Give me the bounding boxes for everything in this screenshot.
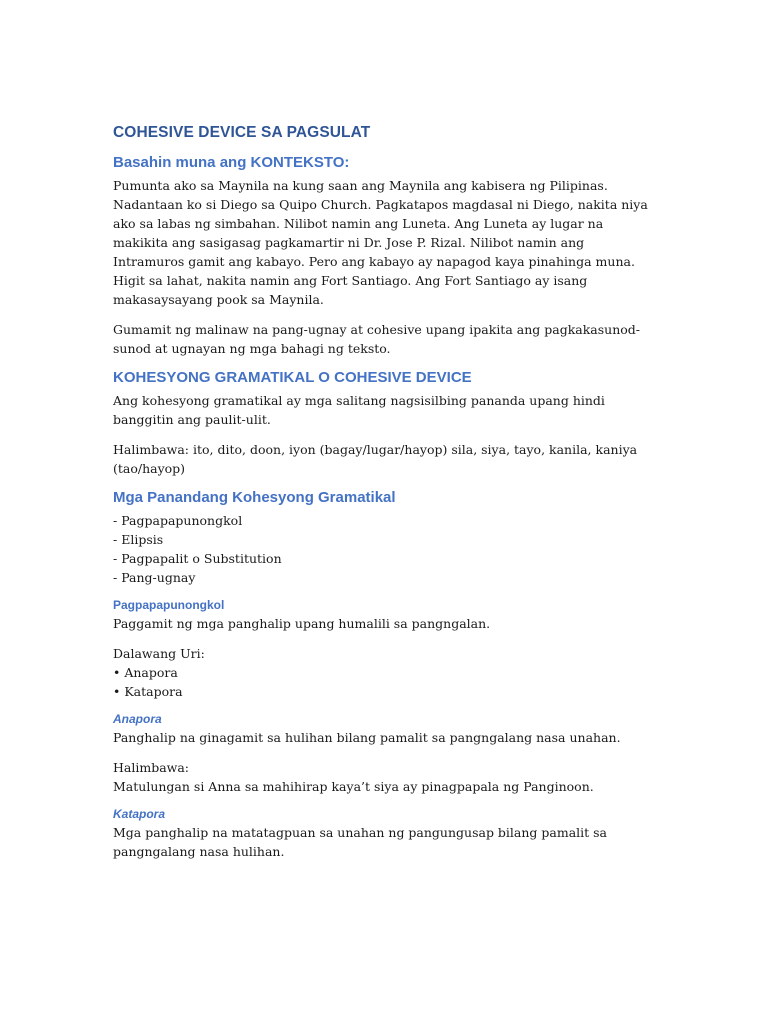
example-sentence: Matulungan si Anna sa mahihirap kaya’t siya ay pinagpapala ng Panginoon. <box>113 779 594 794</box>
katapora-definition: Mga panghalip na matatagpuan sa unahan ng pangungusap bilang pamalit sa pangngalang nasa hulihan. <box>113 825 608 859</box>
document-title: COHESIVE DEVICE SA PAGSULAT <box>113 124 371 141</box>
instruction-paragraph: Gumamit ng malinaw na pang-ugnay at cohesive upang ipakita ang pagkakasunod-sunod at ugnayan ng mga bahagi ng teksto. <box>113 322 641 356</box>
pananda-list <box>113 511 653 587</box>
anapora-definition: Panghalip na ginagamit sa hulihan bilang pamalit sa pangngalang nasa unahan. <box>113 730 621 745</box>
definition-paragraph: Ang kohesyong gramatikal ay mga salitang nagsisilbing pananda upang hindi banggitin ang paulit-ulit. <box>113 393 605 427</box>
context-paragraph: Pumunta ako sa Maynila na kung saan ang Maynila ang kabisera ng Pilipinas. Nadantaan ko si Diego sa Quipo Church. Pagkatapos magdasal ni Diego, nakita niya ako sa labas ng simbahan. Nilibot namin ang Luneta. Ang Luneta ay lugar na makikita ang sasigasag pagkamartir ni Dr. Jose P. Rizal. Nilibot namin ang Intramuros gamit ang kabayo. Pero ang kabayo ay napagod kaya pinahinga muna. Higit sa lahat, nakita namin ang Fort Santiago. Ang Fort Santiago ay isang makasaysayang pook sa Maynila. <box>113 178 648 307</box>
list-item: - Pagpapapunongkol <box>113 513 243 528</box>
list-item: - Pagpapalit o Substitution <box>113 551 282 566</box>
document-body <box>113 124 653 872</box>
section-heading-pananda: Mga Panandang Kohesyong Gramatikal <box>113 489 396 506</box>
section-heading-katapora: Katapora <box>113 807 166 821</box>
example-label: Halimbawa: <box>113 760 190 775</box>
section-heading-anapora: Anapora <box>113 712 162 726</box>
anapora-example <box>113 758 653 796</box>
list-item: - Pang-ugnay <box>113 570 196 585</box>
section-heading-pagpapapunongkol: Pagpapapunongkol <box>113 598 225 612</box>
list-item: • Katapora <box>113 684 183 699</box>
types-list <box>113 644 653 701</box>
list-item: • Anapora <box>113 665 178 680</box>
section-heading-konteksto: Basahin muna ang KONTEKSTO: <box>113 154 350 171</box>
types-label: Dalawang Uri: <box>113 646 205 661</box>
examples-paragraph: Halimbawa: ito, dito, doon, iyon (bagay/lugar/hayop) sila, siya, tayo, kanila, kaniya (tao/hayop) <box>113 442 638 476</box>
section-heading-kohesyong-gramatikal: KOHESYONG GRAMATIKAL O COHESIVE DEVICE <box>113 369 472 386</box>
pagpapapunongkol-definition: Paggamit ng mga panghalip upang humalili sa pangngalan. <box>113 616 491 631</box>
list-item: - Elipsis <box>113 532 164 547</box>
